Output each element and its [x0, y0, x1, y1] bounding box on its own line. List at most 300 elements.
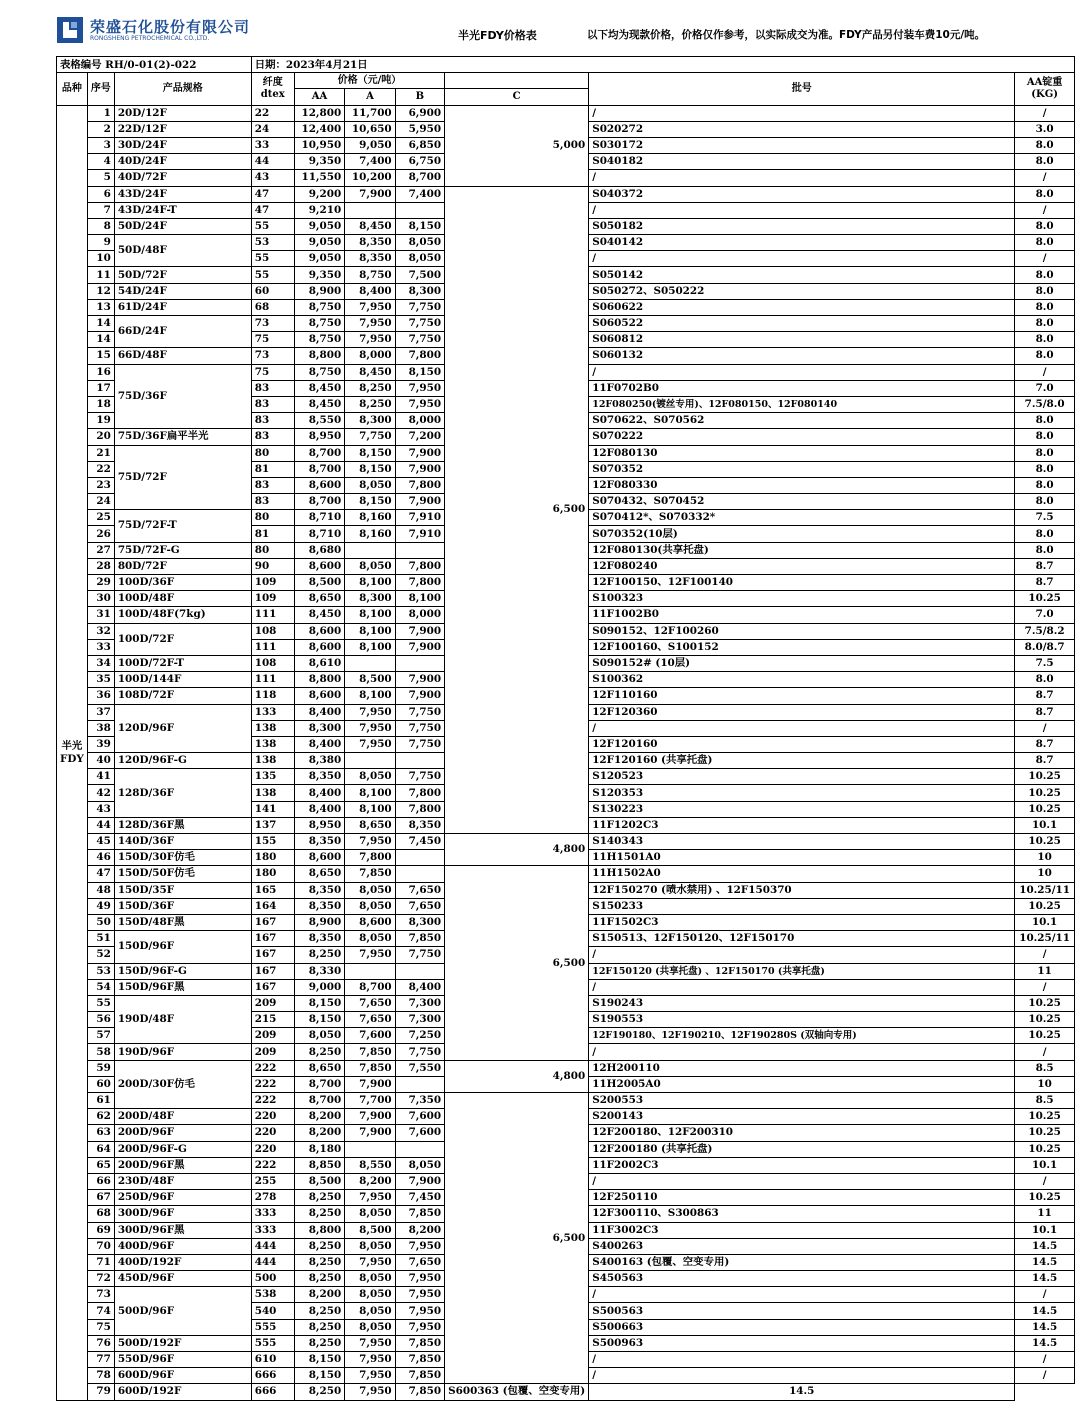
- price-b-cell: 7,900: [395, 1173, 444, 1189]
- price-aa-cell: 8,250: [294, 1319, 344, 1335]
- weight-cell: 10.1: [1015, 1222, 1075, 1238]
- price-aa-cell: 8,250: [294, 1238, 344, 1254]
- weight-cell: 8.0: [1015, 477, 1075, 493]
- dtex-cell: 167: [251, 963, 294, 979]
- price-aa-cell: 8,150: [294, 1368, 344, 1384]
- price-b-cell: 7,750: [395, 1044, 444, 1060]
- price-a-cell: 7,950: [345, 1368, 395, 1384]
- weight-cell: 14.5: [1015, 1254, 1075, 1270]
- price-a-cell: 8,100: [345, 623, 395, 639]
- seq-cell: 24: [87, 494, 114, 510]
- table-row: [57, 1384, 1075, 1400]
- dtex-cell: 167: [251, 979, 294, 995]
- weight-cell: 10.25: [1015, 1109, 1075, 1125]
- price-aa-cell: 8,450: [294, 380, 344, 396]
- seq-cell: 73: [87, 1287, 114, 1303]
- weight-cell: 8.0: [1015, 218, 1075, 234]
- col-price-header: 价格（元/吨）: [294, 73, 444, 89]
- price-b-cell: 7,800: [395, 558, 444, 574]
- batch-cell: S060812: [589, 332, 1015, 348]
- price-a-cell: 8,300: [345, 591, 395, 607]
- dtex-cell: 108: [251, 655, 294, 671]
- price-a-cell: 8,300: [345, 413, 395, 429]
- dtex-cell: 83: [251, 494, 294, 510]
- price-aa-cell: 8,250: [294, 1384, 344, 1400]
- spec-cell: 150D/36F: [114, 898, 251, 914]
- dtex-cell: 111: [251, 672, 294, 688]
- batch-cell: 12F100150、12F100140: [589, 575, 1015, 591]
- weight-cell: 8.0: [1015, 672, 1075, 688]
- seq-cell: 60: [87, 1076, 114, 1092]
- dtex-cell: 180: [251, 866, 294, 882]
- price-b-cell: 7,900: [395, 672, 444, 688]
- price-note: 以下均为现款价格，价格仅作参考，以实际成交为准。FDY产品另付装车费10元/吨。: [587, 29, 986, 41]
- weight-cell: 7.0: [1015, 380, 1075, 396]
- seq-cell: 43: [87, 801, 114, 817]
- price-b-cell: 7,450: [395, 834, 444, 850]
- seq-cell: 25: [87, 510, 114, 526]
- price-a-cell: 8,150: [345, 445, 395, 461]
- price-aa-cell: 8,250: [294, 1271, 344, 1287]
- batch-cell: 12F250110: [589, 1190, 1015, 1206]
- dtex-cell: 209: [251, 1028, 294, 1044]
- seq-cell: 56: [87, 1012, 114, 1028]
- weight-cell: 8.0: [1015, 461, 1075, 477]
- price-a-cell: 10,200: [345, 170, 395, 186]
- seq-cell: 65: [87, 1157, 114, 1173]
- weight-cell: 10: [1015, 1076, 1075, 1092]
- weight-cell: 8.5: [1015, 1093, 1075, 1109]
- seq-cell: 49: [87, 898, 114, 914]
- price-a-cell: 7,700: [345, 1093, 395, 1109]
- batch-cell: S500663: [589, 1319, 1015, 1335]
- seq-cell: 35: [87, 672, 114, 688]
- dtex-cell: 220: [251, 1109, 294, 1125]
- dtex-cell: 538: [251, 1287, 294, 1303]
- weight-cell: 10.25/11: [1015, 882, 1075, 898]
- spec-cell: 40D/24F: [114, 154, 251, 170]
- price-aa-cell: 8,800: [294, 348, 344, 364]
- weight-cell: 8.0/8.7: [1015, 639, 1075, 655]
- spec-cell: 66D/24F: [114, 316, 251, 348]
- price-a-cell: 11,700: [345, 105, 395, 121]
- price-a-cell: 7,950: [345, 1384, 395, 1400]
- weight-cell: 8.0: [1015, 235, 1075, 251]
- spec-cell: 43D/24F: [114, 186, 251, 202]
- price-a-cell: 8,200: [345, 1173, 395, 1189]
- batch-cell: 12F120360: [589, 704, 1015, 720]
- spec-cell: 150D/48F黑: [114, 914, 251, 930]
- weight-cell: 10.25: [1015, 769, 1075, 785]
- price-a-cell: 7,650: [345, 995, 395, 1011]
- price-b-cell: 5,950: [395, 121, 444, 137]
- table-row: [57, 834, 1075, 850]
- table-row: [57, 105, 1075, 121]
- seq-cell: 75: [87, 1319, 114, 1335]
- price-a-cell: 8,100: [345, 639, 395, 655]
- price-b-cell: 8,000: [395, 413, 444, 429]
- weight-cell: 14.5: [1015, 1271, 1075, 1287]
- price-aa-cell: 8,700: [294, 1093, 344, 1109]
- spec-cell: 500D/192F: [114, 1335, 251, 1351]
- price-aa-cell: 8,150: [294, 995, 344, 1011]
- batch-cell: S100362: [589, 672, 1015, 688]
- seq-cell: 1: [87, 105, 114, 121]
- price-b-cell: 7,450: [395, 1190, 444, 1206]
- price-aa-cell: 9,350: [294, 267, 344, 283]
- price-b-cell: [395, 866, 444, 882]
- price-aa-cell: 8,750: [294, 364, 344, 380]
- price-aa-cell: 8,150: [294, 1012, 344, 1028]
- batch-cell: S070352(10层): [589, 526, 1015, 542]
- seq-cell: 23: [87, 477, 114, 493]
- batch-cell: S070412*、S070332*: [589, 510, 1015, 526]
- batch-cell: 12F080130(共享托盘): [589, 542, 1015, 558]
- seq-cell: 46: [87, 850, 114, 866]
- batch-cell: 12F080330: [589, 477, 1015, 493]
- price-b-cell: 7,850: [395, 931, 444, 947]
- dtex-cell: 220: [251, 1125, 294, 1141]
- spec-cell: 120D/96F-G: [114, 753, 251, 769]
- price-a-cell: 7,950: [345, 1335, 395, 1351]
- seq-cell: 42: [87, 785, 114, 801]
- weight-cell: 10.25: [1015, 1125, 1075, 1141]
- price-a-cell: 8,450: [345, 218, 395, 234]
- price-a-cell: 8,150: [345, 494, 395, 510]
- price-b-cell: 8,050: [395, 1157, 444, 1173]
- seq-cell: 28: [87, 558, 114, 574]
- price-c-cell: 5,000: [445, 105, 589, 186]
- price-aa-cell: 8,250: [294, 1254, 344, 1270]
- price-b-cell: 7,850: [395, 1384, 444, 1400]
- price-aa-cell: 9,000: [294, 979, 344, 995]
- spec-cell: 450D/96F: [114, 1271, 251, 1287]
- price-b-cell: [395, 1141, 444, 1157]
- weight-cell: /: [1015, 105, 1075, 121]
- dtex-cell: 610: [251, 1352, 294, 1368]
- batch-cell: S030172: [589, 137, 1015, 153]
- price-b-cell: 8,300: [395, 914, 444, 930]
- price-b-cell: 7,750: [395, 736, 444, 752]
- spec-cell: 22D/12F: [114, 121, 251, 137]
- batch-cell: S060522: [589, 316, 1015, 332]
- batch-cell: S150233: [589, 898, 1015, 914]
- company-logo-icon: [57, 17, 83, 43]
- seq-cell: 2: [87, 121, 114, 137]
- price-aa-cell: 8,650: [294, 866, 344, 882]
- dtex-cell: 209: [251, 1044, 294, 1060]
- dtex-cell: 83: [251, 396, 294, 412]
- spec-cell: 150D/96F-G: [114, 963, 251, 979]
- spec-cell: 75D/72F-G: [114, 542, 251, 558]
- dtex-cell: 55: [251, 251, 294, 267]
- spec-cell: 300D/96F黑: [114, 1222, 251, 1238]
- spec-cell: 200D/96F: [114, 1125, 251, 1141]
- batch-cell: S500963: [589, 1335, 1015, 1351]
- dtex-cell: 333: [251, 1222, 294, 1238]
- seq-cell: 13: [87, 299, 114, 315]
- price-b-cell: 7,910: [395, 526, 444, 542]
- price-aa-cell: 8,150: [294, 1352, 344, 1368]
- seq-cell: 48: [87, 882, 114, 898]
- seq-cell: 67: [87, 1190, 114, 1206]
- spec-cell: 120D/96F: [114, 704, 251, 753]
- dtex-cell: 81: [251, 461, 294, 477]
- seq-cell: 74: [87, 1303, 114, 1319]
- price-a-cell: 8,050: [345, 477, 395, 493]
- spec-cell: 150D/96F: [114, 931, 251, 963]
- price-aa-cell: 8,550: [294, 413, 344, 429]
- dtex-cell: 55: [251, 267, 294, 283]
- price-a-cell: 7,950: [345, 316, 395, 332]
- seq-cell: 3: [87, 137, 114, 153]
- price-a-cell: 8,100: [345, 785, 395, 801]
- price-a-cell: 7,900: [345, 1109, 395, 1125]
- price-a-cell: 8,700: [345, 979, 395, 995]
- weight-cell: 8.0: [1015, 429, 1075, 445]
- price-b-cell: 8,200: [395, 1222, 444, 1238]
- weight-cell: 7.5: [1015, 655, 1075, 671]
- weight-cell: 8.0: [1015, 542, 1075, 558]
- price-a-cell: 7,900: [345, 1125, 395, 1141]
- spec-cell: 190D/96F: [114, 1044, 251, 1060]
- seq-cell: 33: [87, 639, 114, 655]
- dtex-cell: 500: [251, 1271, 294, 1287]
- dtex-cell: 138: [251, 736, 294, 752]
- price-c-cell: 4,800: [445, 834, 589, 866]
- price-c-cell: 6,500: [445, 1093, 589, 1384]
- weight-cell: /: [1015, 251, 1075, 267]
- batch-cell: S200553: [589, 1093, 1015, 1109]
- dtex-cell: 47: [251, 202, 294, 218]
- price-aa-cell: 8,950: [294, 817, 344, 833]
- price-aa-cell: 8,050: [294, 1028, 344, 1044]
- dtex-cell: 220: [251, 1141, 294, 1157]
- price-aa-cell: 8,450: [294, 396, 344, 412]
- price-a-cell: 8,050: [345, 882, 395, 898]
- price-aa-cell: 8,750: [294, 332, 344, 348]
- price-b-cell: 7,900: [395, 623, 444, 639]
- seq-cell: 16: [87, 364, 114, 380]
- batch-cell: /: [589, 947, 1015, 963]
- weight-cell: 10.25/11: [1015, 931, 1075, 947]
- dtex-cell: 540: [251, 1303, 294, 1319]
- spec-cell: 600D/192F: [114, 1384, 251, 1400]
- batch-cell: S450563: [589, 1271, 1015, 1287]
- spec-cell: 50D/48F: [114, 235, 251, 267]
- spec-cell: 50D/24F: [114, 218, 251, 234]
- weight-cell: 10.1: [1015, 1157, 1075, 1173]
- weight-cell: 8.0: [1015, 445, 1075, 461]
- weight-cell: 14.5: [1015, 1303, 1075, 1319]
- price-a-cell: 8,100: [345, 607, 395, 623]
- price-a-cell: 7,950: [345, 736, 395, 752]
- price-a-cell: 7,600: [345, 1028, 395, 1044]
- dtex-cell: 108: [251, 623, 294, 639]
- table-row: [57, 866, 1075, 882]
- seq-cell: 40: [87, 753, 114, 769]
- weight-cell: 10.25: [1015, 591, 1075, 607]
- weight-cell: 10.25: [1015, 834, 1075, 850]
- price-b-cell: 8,150: [395, 364, 444, 380]
- price-b-cell: 6,850: [395, 137, 444, 153]
- weight-cell: 10.1: [1015, 817, 1075, 833]
- price-aa-cell: 8,650: [294, 591, 344, 607]
- price-a-cell: 7,950: [345, 1352, 395, 1368]
- price-aa-cell: 8,250: [294, 1335, 344, 1351]
- batch-cell: S090152# (10层): [589, 655, 1015, 671]
- price-a-cell: 7,950: [345, 1254, 395, 1270]
- batch-cell: /: [589, 251, 1015, 267]
- price-table: [56, 56, 1075, 1401]
- spec-cell: 300D/96F: [114, 1206, 251, 1222]
- weight-cell: 8.0: [1015, 154, 1075, 170]
- weight-cell: 8.0: [1015, 267, 1075, 283]
- price-aa-cell: 9,210: [294, 202, 344, 218]
- price-aa-cell: 12,400: [294, 121, 344, 137]
- price-b-cell: 8,100: [395, 591, 444, 607]
- spec-cell: 190D/48F: [114, 995, 251, 1044]
- spec-cell: 100D/48F: [114, 591, 251, 607]
- spec-cell: 100D/36F: [114, 575, 251, 591]
- price-b-cell: 7,300: [395, 995, 444, 1011]
- spec-cell: 108D/72F: [114, 688, 251, 704]
- price-aa-cell: 8,330: [294, 963, 344, 979]
- weight-cell: 14.5: [589, 1384, 1015, 1400]
- seq-cell: 66: [87, 1173, 114, 1189]
- price-a-cell: 8,150: [345, 461, 395, 477]
- batch-cell: S040182: [589, 154, 1015, 170]
- batch-cell: S040372: [589, 186, 1015, 202]
- dtex-cell: 55: [251, 218, 294, 234]
- seq-cell: 63: [87, 1125, 114, 1141]
- price-a-cell: 7,950: [345, 299, 395, 315]
- price-a-cell: 8,050: [345, 1238, 395, 1254]
- seq-cell: 18: [87, 396, 114, 412]
- price-a-cell: 8,750: [345, 267, 395, 283]
- price-a-cell: 8,650: [345, 817, 395, 833]
- seq-cell: 14: [87, 332, 114, 348]
- weight-cell: /: [1015, 979, 1075, 995]
- price-b-cell: 7,900: [395, 445, 444, 461]
- price-b-cell: [395, 753, 444, 769]
- batch-cell: 11F1202C3: [589, 817, 1015, 833]
- weight-cell: 8.0: [1015, 283, 1075, 299]
- table-header-row: [57, 73, 1075, 89]
- spec-cell: 200D/96F-G: [114, 1141, 251, 1157]
- weight-cell: 8.7: [1015, 736, 1075, 752]
- price-aa-cell: 8,300: [294, 720, 344, 736]
- dtex-cell: 135: [251, 769, 294, 785]
- col-variety-header: 品种: [57, 73, 88, 105]
- batch-cell: 11H1502A0: [589, 866, 1015, 882]
- price-a-cell: 7,400: [345, 154, 395, 170]
- spec-cell: 50D/72F: [114, 267, 251, 283]
- price-a-cell: 7,950: [345, 720, 395, 736]
- price-b-cell: 7,800: [395, 801, 444, 817]
- weight-cell: 10.25: [1015, 898, 1075, 914]
- weight-cell: 10.25: [1015, 1141, 1075, 1157]
- price-a-cell: 8,050: [345, 1287, 395, 1303]
- price-a-cell: 8,050: [345, 931, 395, 947]
- dtex-cell: 75: [251, 332, 294, 348]
- price-b-cell: 7,750: [395, 316, 444, 332]
- price-a-cell: 8,250: [345, 380, 395, 396]
- dtex-cell: 164: [251, 898, 294, 914]
- price-a-cell: 7,950: [345, 947, 395, 963]
- report-date: 日期：2023年4月21日: [251, 57, 1074, 73]
- price-a-cell: 8,350: [345, 235, 395, 251]
- spec-cell: 400D/192F: [114, 1254, 251, 1270]
- document-title: 半光FDY价格表: [458, 29, 537, 42]
- batch-cell: 12F150270 (喷水禁用) 、12F150370: [589, 882, 1015, 898]
- batch-cell: S120523: [589, 769, 1015, 785]
- price-aa-cell: 8,350: [294, 769, 344, 785]
- dtex-cell: 222: [251, 1060, 294, 1076]
- price-aa-cell: 8,680: [294, 542, 344, 558]
- price-a-cell: 8,050: [345, 1206, 395, 1222]
- weight-cell: 3.0: [1015, 121, 1075, 137]
- spec-cell: 40D/72F: [114, 170, 251, 186]
- batch-cell: S100323: [589, 591, 1015, 607]
- seq-cell: 45: [87, 834, 114, 850]
- dtex-cell: 109: [251, 591, 294, 607]
- price-aa-cell: 8,350: [294, 882, 344, 898]
- dtex-cell: 444: [251, 1238, 294, 1254]
- price-aa-cell: 8,250: [294, 947, 344, 963]
- dtex-cell: 666: [251, 1384, 294, 1400]
- price-a-cell: 7,950: [345, 1190, 395, 1206]
- batch-cell: /: [589, 1044, 1015, 1060]
- price-a-cell: [345, 202, 395, 218]
- price-aa-cell: 8,700: [294, 1076, 344, 1092]
- price-b-cell: 7,800: [395, 348, 444, 364]
- price-aa-cell: 8,500: [294, 1173, 344, 1189]
- seq-cell: 62: [87, 1109, 114, 1125]
- price-b-cell: 7,750: [395, 704, 444, 720]
- dtex-cell: 180: [251, 850, 294, 866]
- seq-cell: 79: [87, 1384, 114, 1400]
- seq-cell: 52: [87, 947, 114, 963]
- weight-cell: 8.7: [1015, 558, 1075, 574]
- weight-cell: 10.25: [1015, 785, 1075, 801]
- spec-cell: 200D/48F: [114, 1109, 251, 1125]
- batch-cell: S500563: [589, 1303, 1015, 1319]
- price-b-cell: 6,900: [395, 105, 444, 121]
- seq-cell: 57: [87, 1028, 114, 1044]
- batch-cell: 11F0702B0: [589, 380, 1015, 396]
- price-b-cell: 7,950: [395, 1271, 444, 1287]
- seq-cell: 11: [87, 267, 114, 283]
- col-seq-header: 序号: [87, 73, 114, 105]
- price-a-cell: 7,750: [345, 429, 395, 445]
- dtex-cell: 209: [251, 995, 294, 1011]
- price-b-cell: 7,550: [395, 1060, 444, 1076]
- dtex-cell: 222: [251, 1093, 294, 1109]
- price-aa-cell: 8,800: [294, 672, 344, 688]
- spec-cell: 150D/50F仿毛: [114, 866, 251, 882]
- price-b-cell: 7,750: [395, 332, 444, 348]
- price-aa-cell: 8,650: [294, 1060, 344, 1076]
- dtex-cell: 22: [251, 105, 294, 121]
- price-aa-cell: 8,400: [294, 801, 344, 817]
- dtex-cell: 222: [251, 1076, 294, 1092]
- table-row: [57, 186, 1075, 202]
- spec-cell: 128D/36F黑: [114, 817, 251, 833]
- price-aa-cell: 8,250: [294, 1303, 344, 1319]
- price-a-cell: 8,100: [345, 575, 395, 591]
- weight-cell: 14.5: [1015, 1319, 1075, 1335]
